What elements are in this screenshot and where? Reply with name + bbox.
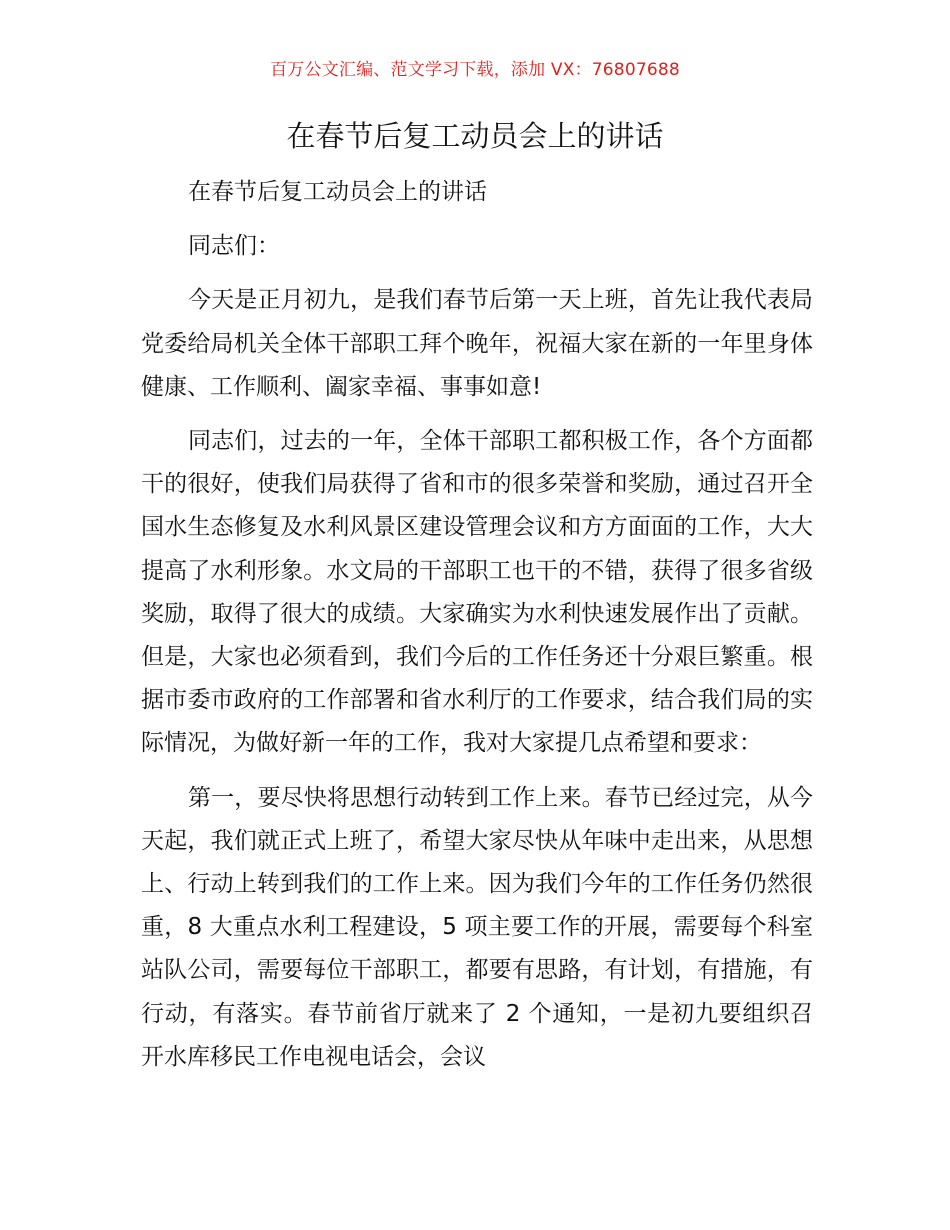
paragraph-review: 同志们，过去的一年，全体干部职工都积极工作，各个方面都干的很好，使我们局获得了省和市的很多荣誉和奖励，通过召开全国水生态修复及水利风景区建设管理会议和方方面面的工作，大大提高了水利形象。水文局的干部职工也干的不错，获得了很多省级奖励，取得了很大的成绩。大家确实为水利快速发展作出了贡献。但是，大家也必须看到，我们今后的工作任务还十分艰巨繁重。根据市委市政府的工作部署和省水利厅的工作要求，结合我们局的实际情况，为做好新一年的工作，我对大家提几点希望和要求： <box>141 428 813 757</box>
document-title: 在春节后复工动员会上的讲话 <box>286 119 664 153</box>
document-body <box>141 171 813 1090</box>
paragraph-greeting: 今天是正月初九，是我们春节后第一天上班，首先让我代表局党委给局机关全体干部职工拜个晚年，祝福大家在新的一年里身体健康、工作顺利、阖家幸福、事事如意! <box>141 287 813 400</box>
header-watermark-note: 百万公文汇编、范文学习下载，添加 VX：76807688 <box>270 60 680 80</box>
paragraph-subtitle: 在春节后复工动员会上的讲话 <box>188 179 487 205</box>
paragraph-salutation: 同志们： <box>188 233 280 260</box>
paragraph-first-requirement: 第一，要尽快将思想行动转到工作上来。春节已经过完，从今天起，我们就正式上班了，希望大家尽快从年味中走出来，从思想上、行动上转到我们的工作上来。因为我们今年的工作任务仍然很重，8 大重点水利工程建设，5 项主要工作的开展，需要每个科室站队公司，需要每位干部职工，都要有思路，有计划，有措施，有行动，有落实。春节前省厅就来了 2 个通知，一是初九要组织召开水库移民工作电视电话会，会议 <box>141 784 813 1070</box>
